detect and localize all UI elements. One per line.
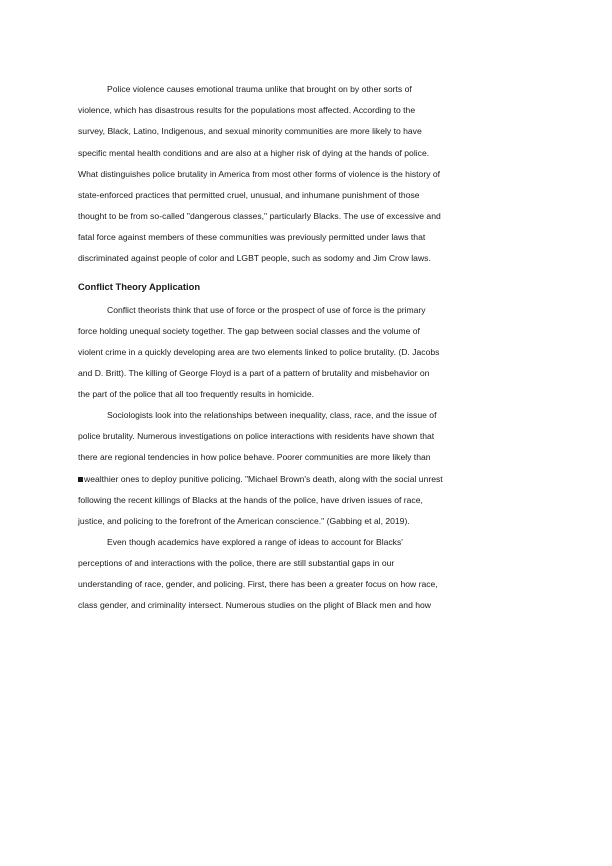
paragraph-1-line-3: survey, Black, Latino, Indigenous, and sexual minority communities are more likely to have xyxy=(78,126,422,136)
paragraph-1-line-1: Police violence causes emotional trauma unlike that brought on by other sorts of xyxy=(107,84,412,94)
paragraph-3-line-6: justice, and policing to the forefront of the American conscience." (Gabbing et al, 2019). xyxy=(78,516,410,526)
square-bullet-icon xyxy=(78,477,83,482)
paragraph-3-line-3: there are regional tendencies in how police behave. Poorer communities are more likely than xyxy=(78,452,431,462)
paragraph-1-line-7: thought to be from so-called "dangerous classes," particularly Blacks. The use of excessive and xyxy=(78,211,441,221)
paragraph-1-line-6: state-enforced practices that permitted cruel, unusual, and inhumane punishment of those xyxy=(78,190,420,200)
paragraph-1-line-8: fatal force against members of these communities was previously permitted under laws that xyxy=(78,232,426,242)
paragraph-4-line-4: class gender, and criminality intersect. Numerous studies on the plight of Black men and how xyxy=(78,600,432,610)
paragraph-2-line-2: force holding unequal society together. The gap between social classes and the volume of xyxy=(78,326,420,336)
paragraph-1-line-4: specific mental health conditions and are also at a higher risk of dying at the hands of police. xyxy=(78,148,430,158)
paragraph-4-line-1: Even though academics have explored a range of ideas to account for Blacks' xyxy=(107,537,403,547)
paragraph-1-line-2: violence, which has disastrous results for the populations most affected. According to the xyxy=(78,105,416,115)
paragraph-3-line-2: police brutality. Numerous investigations on police interactions with residents have shown that xyxy=(78,431,435,441)
paragraph-2-line-4: and D. Britt). The killing of George Floyd is a part of a pattern of brutality and misbehavior on xyxy=(78,368,430,378)
paragraph-2-line-5: the part of the police that all too frequently results in homicide. xyxy=(78,389,314,399)
paragraph-2-line-1: Conflict theorists think that use of force or the prospect of use of force is the primary xyxy=(107,305,426,315)
paragraph-3-line-4-text: wealthier ones to deploy punitive policing. "Michael Brown's death, along with the social unrest xyxy=(84,474,443,484)
paragraph-1-line-5: What distinguishes police brutality in America from most other forms of violence is the history of xyxy=(78,169,441,179)
section-heading: Conflict Theory Application xyxy=(78,281,201,292)
paragraph-3-line-4 xyxy=(78,474,443,485)
paragraph-2-line-3: violent crime in a quickly developing area are two elements linked to police brutality. (D. Jacobs xyxy=(78,347,440,357)
paragraph-4-line-3: understanding of race, gender, and policing. First, there has been a greater focus on how race, xyxy=(78,579,438,589)
paragraph-3-line-5: following the recent killings of Blacks at the hands of the police, have driven issues of race, xyxy=(78,495,423,505)
paragraph-1-line-9: discriminated against people of color and LGBT people, such as sodomy and Jim Crow laws. xyxy=(78,253,431,263)
paragraph-4-line-2: perceptions of and interactions with the police, there are still substantial gaps in our xyxy=(78,558,395,568)
paragraph-3-line-1: Sociologists look into the relationships between inequality, class, race, and the issue of xyxy=(107,410,437,420)
